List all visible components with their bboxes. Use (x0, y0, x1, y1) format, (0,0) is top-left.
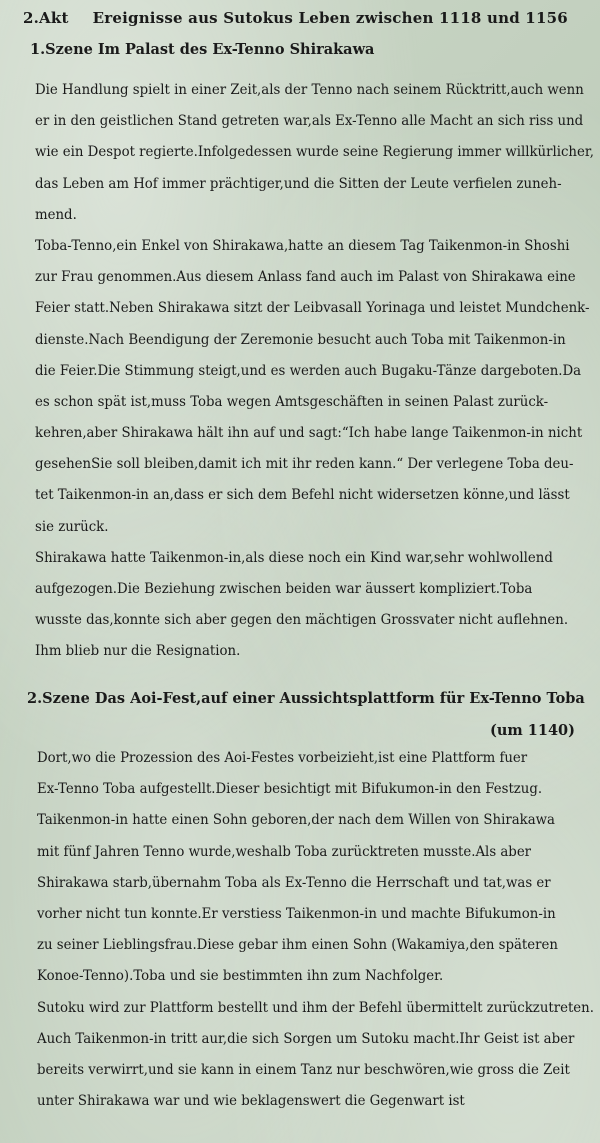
text-line: mit fünf Jahren Tenno wurde,weshalb Toba zurücktreten musste.Als aber (37, 843, 532, 860)
text-line: mend. (35, 206, 77, 223)
act-number: 2.Akt (23, 9, 69, 27)
text-line: Sutoku wird zur Plattform bestellt und ihm der Befehl übermittelt zurückzutreten. (37, 999, 594, 1016)
text-line: es schon spät ist,muss Toba wegen Amtsgeschäften in seinen Palast zurück- (35, 393, 549, 410)
text-line: Konoe-Tenno).Toba und sie bestimmten ihn zum Nachfolger. (37, 968, 444, 985)
text-line: vorher nicht tun konnte.Er verstiess Taikenmon-in und machte Bifukumon-in (37, 905, 556, 922)
text-line: tet Taikenmon-in an,dass er sich dem Befehl nicht widersetzen könne,und lässt (35, 487, 570, 504)
scene-1-title: 1.Szene Im Palast des Ex-Tenno Shirakawa (30, 41, 375, 58)
scene-2-text (37, 743, 600, 1117)
act-header (23, 9, 568, 27)
text-line: Shirakawa starb,übernahm Toba als Ex-Tenno die Herrschaft und tat,was er (37, 874, 551, 891)
act-title: Ereignisse aus Sutokus Leben zwischen 1118 und 1156 (92, 9, 568, 27)
text-line: gesehenSie soll bleiben,damit ich mit ihr reden kann.“ Der verlegene Toba deu- (35, 456, 574, 473)
text-line: Shirakawa hatte Taikenmon-in,als diese noch ein Kind war,sehr wohlwollend (35, 549, 553, 566)
text-line: dienste.Nach Beendigung der Zeremonie besucht auch Toba mit Taikenmon-in (35, 331, 566, 348)
scene-1-text (35, 75, 600, 668)
text-line: Feier statt.Neben Shirakawa sitzt der Leibvasall Yorinaga und leistet Mundchenk- (35, 300, 590, 317)
text-line: Dort,wo die Prozession des Aoi-Festes vorbeizieht,ist eine Plattform fuer (37, 750, 528, 766)
text-line: Taikenmon-in hatte einen Sohn geboren,der nach dem Willen von Shirakawa (37, 812, 555, 829)
text-line: zu seiner Lieblingsfrau.Diese gebar ihm einen Sohn (Wakamiya,den späteren (37, 937, 558, 954)
text-line: unter Shirakawa war und wie beklagenswert die Gegenwart ist (37, 1093, 465, 1110)
text-line: die Feier.Die Stimmung steigt,und es werden auch Bugaku-Tänze dargeboten.Da (35, 362, 582, 379)
text-line: das Leben am Hof immer prächtiger,und die Sitten der Leute verfielen zuneh- (35, 175, 562, 192)
scene-2-date: (um 1140) (489, 722, 575, 739)
text-line: zur Frau genommen.Aus diesem Anlass fand auch im Palast von Shirakawa eine (35, 269, 576, 286)
text-line: Ex-Tenno Toba aufgestellt.Dieser besichtigt mit Bifukumon-in den Festzug. (37, 781, 543, 798)
text-line: bereits verwirrt,und sie kann in einem Tanz nur beschwören,wie gross die Zeit (37, 1061, 570, 1078)
text-line: aufgezogen.Die Beziehung zwischen beiden war äussert kompliziert.Toba (35, 581, 533, 597)
text-line: Ihm blieb nur die Resignation. (35, 643, 241, 660)
text-line: Die Handlung spielt in einer Zeit,als der Tenno nach seinem Rücktritt,auch wenn (35, 82, 584, 98)
text-line: wie ein Despot regierte.Infolgedessen wurde seine Regierung immer willkürlicher, (35, 144, 595, 161)
text-line: er in den geistlichen Stand getreten war,als Ex-Tenno alle Macht an sich riss und (35, 113, 584, 130)
text-line: kehren,aber Shirakawa hält ihn auf und sagt:“Ich habe lange Taikenmon-in nicht (35, 425, 583, 442)
text-line: Auch Taikenmon-in tritt aur,die sich Sorgen um Sutoku macht.Ihr Geist ist aber (37, 1030, 575, 1047)
text-line: wusste das,konnte sich aber gegen den mächtigen Grossvater nicht auflehnen. (35, 612, 569, 629)
text-line: sie zurück. (35, 518, 109, 535)
scene-2-title: 2.Szene Das Aoi-Fest,auf einer Aussichtsplattform für Ex-Tenno Toba (27, 690, 585, 707)
text-line: Toba-Tenno,ein Enkel von Shirakawa,hatte an diesem Tag Taikenmon-in Shoshi (35, 237, 570, 254)
